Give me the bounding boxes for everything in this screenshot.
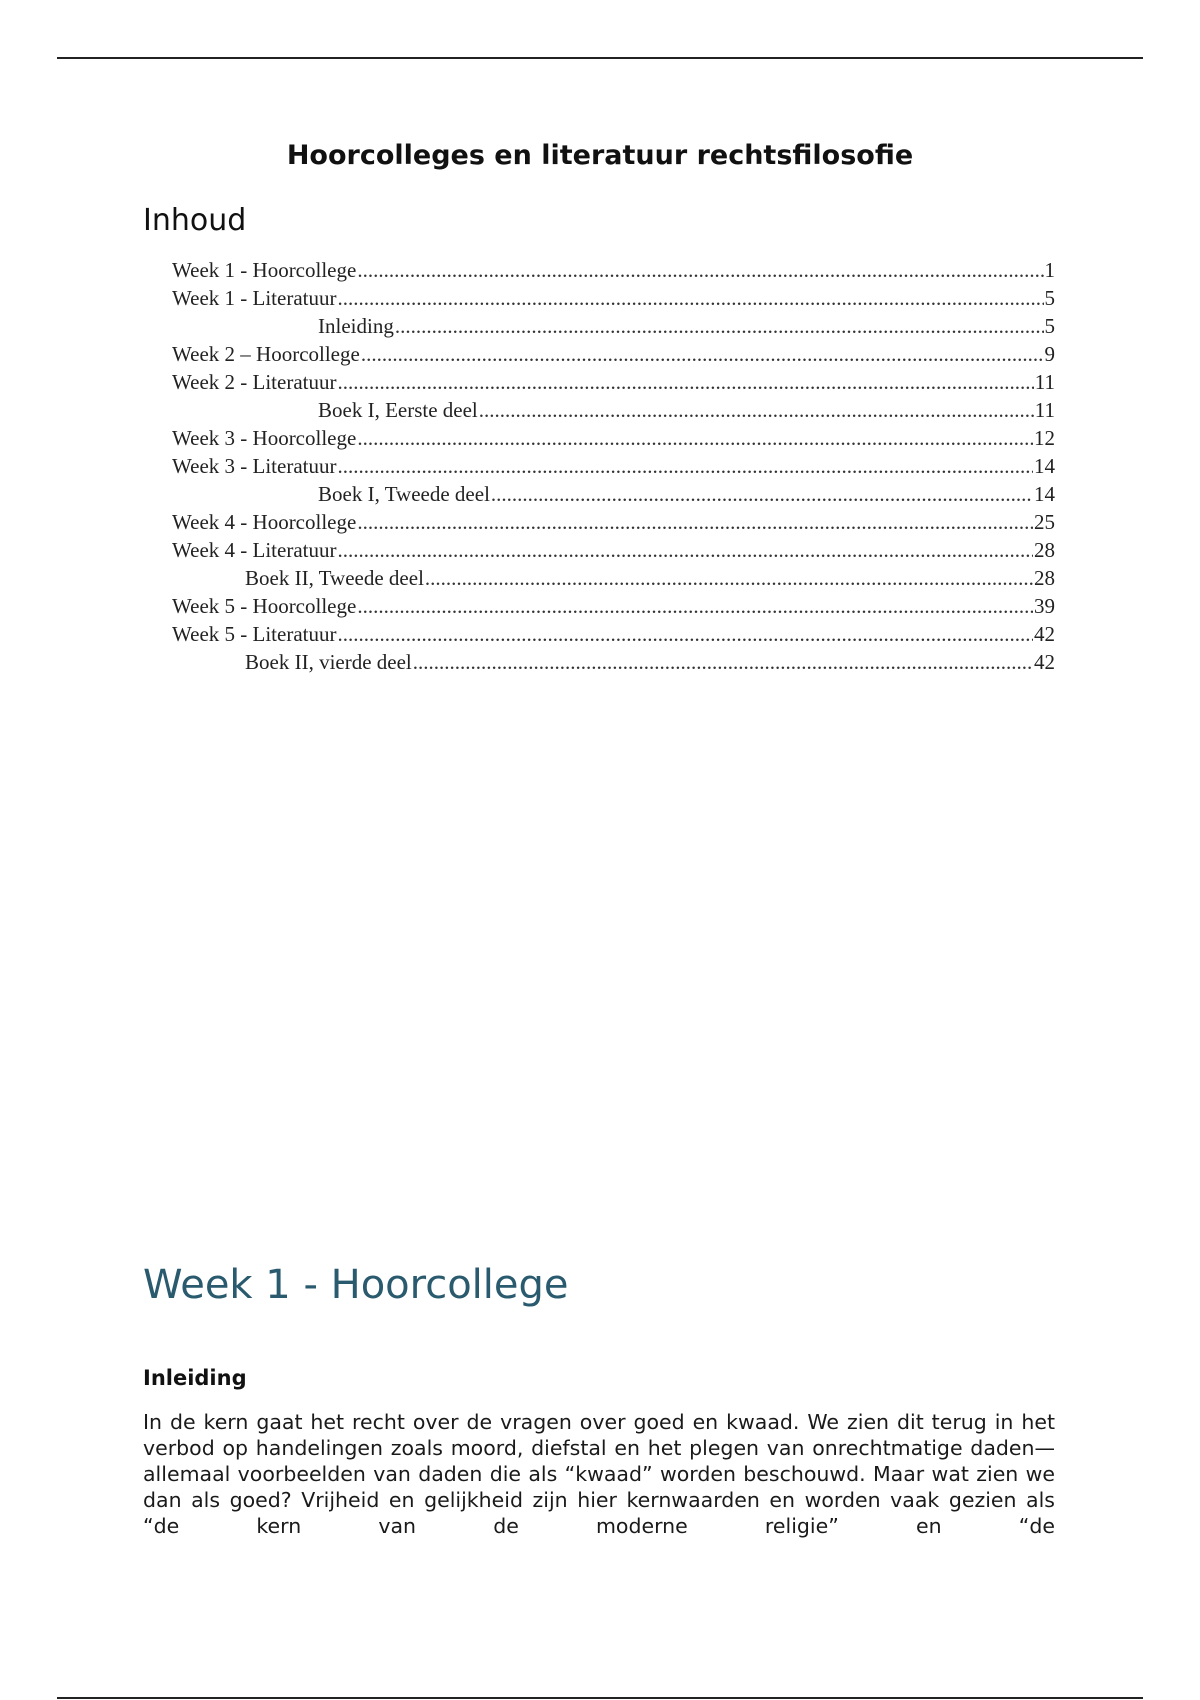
body-paragraph: In de kern gaat het recht over de vragen over goed en kwaad. We zien dit terug in het verbod op handelingen zoals moord, diefstal en het plegen van onrechtmatige daden—allemaal voorbeelden van daden die als “kwaad” worden beschouwd. Maar wat zien we dan als goed? Vrijheid en gelijkheid zijn hier kernwaarden en worden vaak gezien als “de kern van de moderne religie” en “de (143, 1410, 1055, 1538)
toc-entry[interactable] (0, 284, 1055, 312)
toc-dot-leader (337, 620, 1033, 648)
toc-dot-leader (413, 648, 1033, 676)
toc-entry-label: Inleiding (318, 314, 394, 338)
toc-entry-label: Boek II, Tweede deel (245, 566, 424, 590)
toc-dot-leader (337, 368, 1033, 396)
toc-entry-label: Week 5 - Hoorcollege (172, 594, 357, 618)
toc-entry-label: Week 3 - Literatuur (172, 454, 337, 478)
toc-dot-leader (479, 396, 1034, 424)
toc-entry-page-number: 42 (1034, 650, 1055, 674)
toc-entry[interactable] (0, 648, 1055, 676)
toc-entry[interactable] (0, 368, 1055, 396)
page-bottom-rule (57, 1697, 1143, 1699)
toc-heading: Inhoud (143, 203, 247, 238)
toc-dot-leader (395, 312, 1044, 340)
toc-entry-page-number: 28 (1034, 538, 1055, 562)
toc-dot-leader (357, 424, 1033, 452)
toc-entry-label: Week 3 - Hoorcollege (172, 426, 357, 450)
toc-entry[interactable] (0, 424, 1055, 452)
toc-entry[interactable] (0, 312, 1055, 340)
section-heading: Week 1 - Hoorcollege (143, 1262, 569, 1308)
toc-entry-page-number: 28 (1034, 566, 1055, 590)
toc-entry-label: Boek II, vierde deel (245, 650, 412, 674)
page-top-rule (57, 57, 1143, 59)
document-title: Hoorcolleges en literatuur rechtsfilosofie (286, 140, 914, 171)
toc-entry[interactable] (0, 256, 1055, 284)
toc-dot-leader (337, 452, 1033, 480)
table-of-contents (0, 256, 1200, 676)
toc-dot-leader (357, 592, 1033, 620)
sub-heading: Inleiding (143, 1366, 247, 1390)
toc-entry-page-number: 11 (1034, 398, 1055, 422)
toc-entry-page-number: 5 (1044, 314, 1055, 338)
toc-entry-label: Week 4 - Hoorcollege (172, 510, 357, 534)
toc-dot-leader (337, 536, 1033, 564)
toc-entry-page-number: 39 (1034, 594, 1055, 618)
toc-entry-label: Week 2 – Hoorcollege (172, 342, 360, 366)
toc-entry[interactable] (0, 592, 1055, 620)
toc-entry[interactable] (0, 536, 1055, 564)
toc-dot-leader (357, 508, 1033, 536)
toc-entry[interactable] (0, 620, 1055, 648)
toc-entry-page-number: 25 (1034, 510, 1055, 534)
toc-entry-label: Week 5 - Literatuur (172, 622, 337, 646)
toc-entry-page-number: 14 (1034, 454, 1055, 478)
toc-entry-page-number: 9 (1044, 342, 1055, 366)
toc-entry-page-number: 1 (1044, 258, 1055, 282)
toc-entry[interactable] (0, 396, 1055, 424)
toc-dot-leader (361, 340, 1044, 368)
toc-entry-page-number: 12 (1034, 426, 1055, 450)
toc-dot-leader (491, 480, 1033, 508)
toc-entry-page-number: 5 (1044, 286, 1055, 310)
toc-entry[interactable] (0, 340, 1055, 368)
toc-entry[interactable] (0, 452, 1055, 480)
toc-entry[interactable] (0, 508, 1055, 536)
toc-entry-label: Week 2 - Literatuur (172, 370, 337, 394)
toc-entry[interactable] (0, 564, 1055, 592)
toc-entry-label: Boek I, Tweede deel (318, 482, 490, 506)
toc-entry-label: Week 4 - Literatuur (172, 538, 337, 562)
toc-entry-page-number: 11 (1034, 370, 1055, 394)
toc-entry-page-number: 14 (1034, 482, 1055, 506)
toc-entry-label: Week 1 - Literatuur (172, 286, 337, 310)
toc-dot-leader (425, 564, 1033, 592)
toc-entry-label: Week 1 - Hoorcollege (172, 258, 357, 282)
toc-dot-leader (357, 256, 1043, 284)
toc-dot-leader (337, 284, 1043, 312)
toc-entry-label: Boek I, Eerste deel (318, 398, 478, 422)
toc-entry-page-number: 42 (1034, 622, 1055, 646)
toc-entry[interactable] (0, 480, 1055, 508)
